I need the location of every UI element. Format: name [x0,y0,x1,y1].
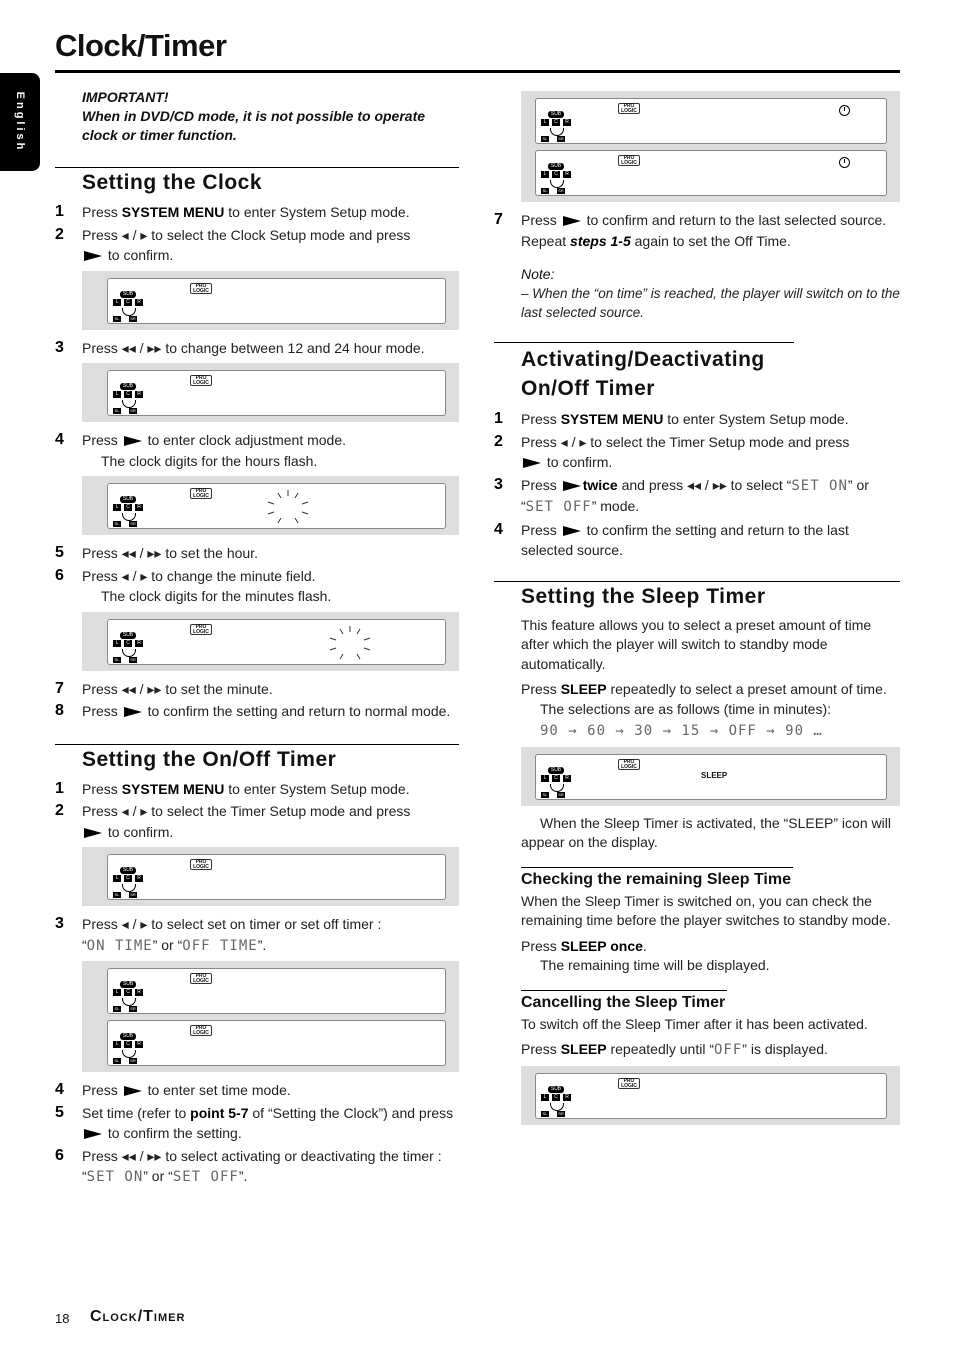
speaker-rear-icons [113,1058,137,1064]
speaker-c-icon: C [552,775,560,782]
subwoofer-icon: SUB [548,1086,564,1093]
step-number: 7 [494,211,503,228]
sleep-indicator: SLEEP [701,770,728,780]
sleep-icon-note [494,814,900,853]
clock-step-2 [55,225,459,266]
step-text: or [157,936,178,953]
step-result: The selections are as follows (time in minutes): [540,700,831,717]
speaker-rear-icons [541,1111,565,1117]
lcd-display [107,1020,446,1066]
step-number: 2 [55,225,64,243]
speaker-sr-icon: SR [130,656,136,662]
step-number: 6 [55,1146,64,1164]
step-text: to confirm the setting and return to normal mode. [143,703,451,719]
speaker-l-icon: L [113,1041,121,1048]
button-name: SYSTEM MENU [560,411,664,427]
display-panel [82,847,459,906]
speaker-front-icons [541,1094,571,1101]
step-number: 4 [55,1081,64,1098]
prologic-icon: PRO LOGIC [190,488,212,499]
speaker-sr-icon: SR [130,521,136,526]
subwoofer-icon: SUB [120,632,136,639]
speaker-sl-icon: SL [114,315,120,321]
listener-icon [122,308,136,316]
speaker-l-icon: L [113,989,121,996]
activating-step-4 [494,520,900,561]
step-text: Press [82,1082,122,1098]
speaker-l-icon: L [541,171,549,178]
listener-icon [550,180,564,188]
speaker-c-icon: C [552,171,560,178]
speaker-l-icon: L [113,504,121,511]
step-text: is displayed. [746,1041,828,1057]
step-result: The clock digits for the hours flash. [101,452,318,469]
speaker-c-icon: C [124,640,132,647]
step-number: 1 [55,203,64,220]
prologic-icon: PRO LOGIC [190,1025,212,1036]
checking-press [494,937,900,976]
step-result: The remaining time will be displayed. [540,957,770,973]
speaker-front-icons [113,299,143,306]
speaker-r-icon: R [135,1041,143,1048]
play-icon [84,1129,102,1139]
subwoofer-icon: SUB [120,1033,136,1040]
play-icon [563,526,581,536]
lcd-display [107,483,446,529]
speaker-sr-icon: SR [130,1058,136,1063]
subheading-text: Cancelling the Sleep Timer [521,990,727,1013]
prologic-icon: PRO LOGIC [618,155,640,166]
speaker-rear-icons [113,521,137,527]
lcd-text: OFF TIME [182,937,258,954]
speaker-l-icon: L [541,1094,549,1101]
speaker-r-icon: R [563,1094,571,1101]
sleep-press-instruction [494,680,900,719]
button-name: SLEEP once [560,937,643,954]
clock-step-4 [55,430,459,471]
subwoofer-icon: SUB [120,981,136,988]
sleep-sequence [494,721,900,742]
speaker-r-icon: R [135,299,143,306]
timer-clock-icon [839,157,850,168]
onoff-step-6: 6 Press ◂◂ / ▸▸ to select activating or deactivating the timer : “SET ON” or “SET OFF”. [55,1146,442,1185]
step-number: 1 [494,410,503,427]
display-panel [521,91,900,202]
step-text: repeatedly until [606,1041,710,1057]
step-text: to enter System Setup mode. [224,204,410,220]
subwoofer-icon: SUB [120,867,136,874]
lcd-text: ON TIME [86,937,153,954]
speaker-c-icon: C [552,1094,560,1101]
step-text: to confirm the setting and return to the last selected source. [521,521,849,558]
flash-indicator-icon [258,488,318,528]
prologic-icon: PRO LOGIC [618,759,640,770]
step-text: of “Setting the Clock”) and press [248,1104,454,1121]
onoff-step-7 [494,210,900,251]
step-text: to confirm the setting. [104,1125,242,1141]
speaker-sr-icon: SR [558,1110,564,1116]
title-rule [55,70,900,73]
speaker-sl-icon: SL [542,791,548,797]
play-icon [563,216,581,226]
lcd-display [107,854,446,900]
speaker-l-icon: L [113,299,121,306]
activating-step-3: 3 Press twice and press ◂◂ / ▸▸ to select “SET ON” or “SET OFF” mode. [494,475,869,515]
prologic-icon: PRO LOGIC [190,624,212,635]
display-panel [82,363,459,422]
lcd-text: SET OFF [172,1169,239,1185]
step-text: Press [82,780,122,797]
display-panel [82,476,459,535]
lcd-text: SET OFF [525,499,592,515]
speaker-l-icon: L [113,640,121,647]
language-tab-label: English [14,91,26,153]
speaker-front-icons [541,775,571,782]
lcd-text: SET ON [791,477,848,494]
speaker-sr-icon: SR [558,188,564,193]
speaker-l-icon: L [113,875,121,882]
speaker-rear-icons [113,408,137,414]
heading-activating-timer: Activating/Deactivating On/Off Timer [494,342,794,403]
speaker-sl-icon: SL [114,521,120,526]
speaker-r-icon: R [563,775,571,782]
speaker-sl-icon: SL [114,656,120,662]
step-number: 6 [55,566,64,584]
speaker-r-icon: R [135,391,143,398]
listener-icon [122,884,136,892]
speaker-rear-icons [541,792,565,798]
display-panel [521,747,900,806]
step-number: 7 [55,679,64,697]
subwoofer-icon: SUB [120,496,136,503]
clock-step-3 [55,338,459,359]
step-text: to enter System Setup mode. [663,411,849,427]
page-number: 18 [55,1311,70,1326]
onoff-step-1 [55,779,459,800]
speaker-l-icon: L [541,775,549,782]
clock-step-5 [55,543,459,564]
sleep-icon-name: SLEEP [788,814,834,831]
step-text: Press ◂ / ▸ to select the Timer Setup mode and press [82,803,411,819]
step-number: 8 [55,702,64,719]
lcd-text: 90 → 60 → 30 → 15 → OFF → 90 … [540,723,823,739]
lcd-display [535,98,887,144]
speaker-c-icon: C [124,1041,132,1048]
note-text: – When the “on time” is reached, the player will switch on to the last selected source. [521,286,900,320]
play-icon [84,828,102,838]
activating-step-1 [494,409,900,430]
step-number: 2 [494,432,503,450]
checking-text: When the Sleep Timer is switched on, you can check the remaining time before the player switches to standby mode. [521,892,891,928]
speaker-c-icon: C [124,299,132,306]
listener-icon [550,1103,564,1111]
display-panel [521,1066,900,1125]
prologic-icon: PRO LOGIC [190,859,212,870]
speaker-rear-icons [113,657,137,663]
activating-step-2 [494,432,900,473]
speaker-front-icons [113,1041,143,1048]
step-number: 4 [494,520,503,538]
step-number: 3 [55,915,64,932]
prologic-icon: PRO LOGIC [618,1078,640,1089]
button-name: SLEEP [560,681,607,697]
step-text: Press ◂ / ▸ to select the Timer Setup mode and press [521,433,850,450]
speaker-r-icon: R [135,989,143,996]
speaker-c-icon: C [124,875,132,882]
speaker-sl-icon: SL [542,1110,548,1116]
speaker-rear-icons [113,892,137,898]
speaker-r-icon: R [135,504,143,511]
note-title: Note: [521,266,555,282]
left-column [55,88,459,1190]
display-panel [82,612,459,671]
play-icon [84,251,102,261]
step-text: to confirm and return to the last selected source. Repeat [521,212,887,249]
prologic-icon: PRO LOGIC [618,103,640,114]
speaker-sl-icon: SL [542,188,548,193]
lcd-display [107,968,446,1014]
prologic-icon: PRO LOGIC [190,283,212,294]
onoff-step-5 [55,1103,459,1144]
speaker-r-icon: R [135,640,143,647]
step-text: Press [82,703,122,719]
lcd-display [107,370,446,416]
speaker-rear-icons [541,136,565,142]
cancelling-text: To switch off the Sleep Timer after it has been activated. [521,1015,868,1032]
speaker-l-icon: L [541,119,549,126]
language-tab [0,73,40,171]
speaker-c-icon: C [124,504,132,511]
button-name: SLEEP [560,1041,607,1057]
display-panel [82,271,459,330]
important-label: IMPORTANT! [82,89,169,105]
onoff-step-3: 3 Press ◂ / ▸ to select set on timer or set off timer : “ON TIME” or “OFF TIME”. [55,915,382,954]
speaker-sl-icon: SL [114,1006,120,1011]
step-text: mode. [596,498,640,514]
display-panel [82,961,459,1072]
play-icon [124,707,142,717]
step-number: 3 [55,338,64,356]
step-text: Press [521,681,561,697]
play-icon [563,481,581,491]
listener-icon [550,128,564,136]
step-text: to confirm. [104,247,174,263]
cancelling-press: Press SLEEP repeatedly until “OFF” is displayed. [521,1041,828,1058]
step-text: Press ◂ / ▸ to change the minute field. [82,567,316,584]
step-text: Press [521,476,561,493]
page-title: Clock/Timer [55,28,227,63]
speaker-sl-icon: SL [114,408,120,413]
step-number: 5 [55,1103,64,1121]
speaker-sl-icon: SL [114,1058,120,1063]
speaker-sr-icon: SR [130,408,136,413]
play-icon [523,458,541,468]
step-text: Set time (refer to [82,1104,191,1121]
step-text: or [147,1168,169,1184]
listener-icon [122,998,136,1006]
important-notice [55,88,459,145]
subwoofer-icon: SUB [548,767,564,774]
lcd-display [107,278,446,324]
onoff-step-4 [55,1080,459,1101]
subheading-text: Checking the remaining Sleep Time [521,867,793,890]
heading-setting-clock: Setting the Clock [55,167,459,196]
speaker-front-icons [113,875,143,882]
subwoofer-icon: SUB [548,111,564,118]
subwoofer-icon: SUB [120,383,136,390]
speaker-rear-icons [541,188,565,194]
speaker-sr-icon: SR [130,1006,136,1011]
step-text: to confirm. [543,454,613,470]
step-number: 1 [55,779,64,797]
onoff-step-2 [55,801,459,842]
speaker-r-icon: R [135,875,143,882]
flash-indicator-icon [320,624,380,664]
clock-step-1 [55,202,459,223]
clock-step-8 [55,701,459,722]
subwoofer-icon: SUB [548,163,564,170]
speaker-sl-icon: SL [542,136,548,141]
prologic-icon: PRO LOGIC [190,973,212,984]
step-text: again to set the Off Time. [630,232,791,249]
step-number: 2 [55,802,64,819]
heading-setting-onoff-timer: Setting the On/Off Timer [55,744,459,773]
footer-section-title: Clock/Timer [90,1308,186,1325]
step-reference: steps 1-5 [570,232,631,249]
lcd-display [535,150,887,196]
speaker-c-icon: C [124,989,132,996]
step-text: Press [521,937,561,954]
listener-icon [122,400,136,408]
speaker-rear-icons [113,316,137,322]
step-text: to enter clock adjustment mode. [143,432,347,448]
sleep-intro: This feature allows you to select a preset amount of time after which the player will switch to standby mode automatically. [521,616,872,672]
step-number: 4 [55,431,64,448]
subwoofer-icon: SUB [120,291,136,298]
step-text: or [852,476,869,493]
step-text: Press [521,411,561,427]
lcd-display [535,754,887,800]
heading-checking-sleep [494,867,900,890]
speaker-c-icon: C [124,391,132,398]
speaker-sr-icon: SR [130,315,136,321]
step-text: When the Sleep Timer is activated, the “ [540,814,789,831]
lcd-text: SET ON [86,1169,144,1185]
listener-icon [550,784,564,792]
speaker-front-icons [541,171,571,178]
button-name: SYSTEM MENU [121,204,225,220]
speaker-front-icons [113,504,143,511]
step-emphasis: twice [582,476,618,493]
step-text: ” icon will appear on the display. [521,814,891,850]
step-number: 5 [55,544,64,561]
step-text: and press ◂◂ / ▸▸ to select [617,476,787,493]
speaker-front-icons [113,640,143,647]
clock-step-6 [55,566,459,607]
listener-icon [122,649,136,657]
step-text: Press ◂◂ / ▸▸ to change between 12 and 24 hour mode. [82,339,425,356]
lcd-display [107,619,446,665]
step-text: to confirm. [104,823,174,840]
step-text: . [642,937,647,954]
prologic-icon: PRO LOGIC [190,375,212,386]
speaker-front-icons [113,989,143,996]
lcd-display [535,1073,887,1119]
lcd-text: OFF [714,1042,743,1058]
step-number: 3 [494,475,503,493]
listener-icon [122,1050,136,1058]
speaker-l-icon: L [113,391,121,398]
step-reference: point 5-7 [190,1104,249,1121]
listener-icon [122,513,136,521]
play-icon [124,1086,142,1096]
step-text: Press ◂ / ▸ to select the Clock Setup mode and press [82,226,411,243]
step-text: Press [82,432,122,448]
speaker-r-icon: R [563,119,571,126]
heading-cancelling-sleep [494,990,900,1013]
speaker-c-icon: C [552,119,560,126]
right-column [494,91,900,1133]
play-icon [124,436,142,446]
step-text: Press [521,1041,561,1057]
step-text: Press [82,204,122,220]
step-text: Press ◂◂ / ▸▸ to select activating or deactivating the timer : [82,1147,442,1164]
speaker-front-icons [541,119,571,126]
step-text: Press [521,521,561,538]
step-text: repeatedly to select a preset amount of time. [606,681,887,697]
button-name: SYSTEM MENU [121,780,225,797]
step-text: Press ◂ / ▸ to select set on timer or set off timer : [82,916,382,932]
step-text: Press [521,212,561,228]
step-text: to enter System Setup mode. [224,780,410,797]
speaker-sr-icon: SR [558,136,564,141]
speaker-sr-icon: SR [130,892,136,897]
step-result: The clock digits for the minutes flash. [101,588,332,604]
step-text: Press ◂◂ / ▸▸ to set the minute. [82,680,273,697]
timer-clock-icon [839,105,850,116]
speaker-r-icon: R [563,171,571,178]
important-text: When in DVD/CD mode, it is not possible to operate clock or timer function. [82,108,426,143]
speaker-sl-icon: SL [114,892,120,897]
step-text: to enter set time mode. [143,1082,291,1098]
speaker-front-icons [113,391,143,398]
speaker-rear-icons [113,1006,137,1012]
clock-step-7 [55,679,459,700]
step-text: Press ◂◂ / ▸▸ to set the hour. [82,545,258,561]
heading-sleep-timer: Setting the Sleep Timer [494,581,900,610]
speaker-sr-icon: SR [558,791,564,797]
